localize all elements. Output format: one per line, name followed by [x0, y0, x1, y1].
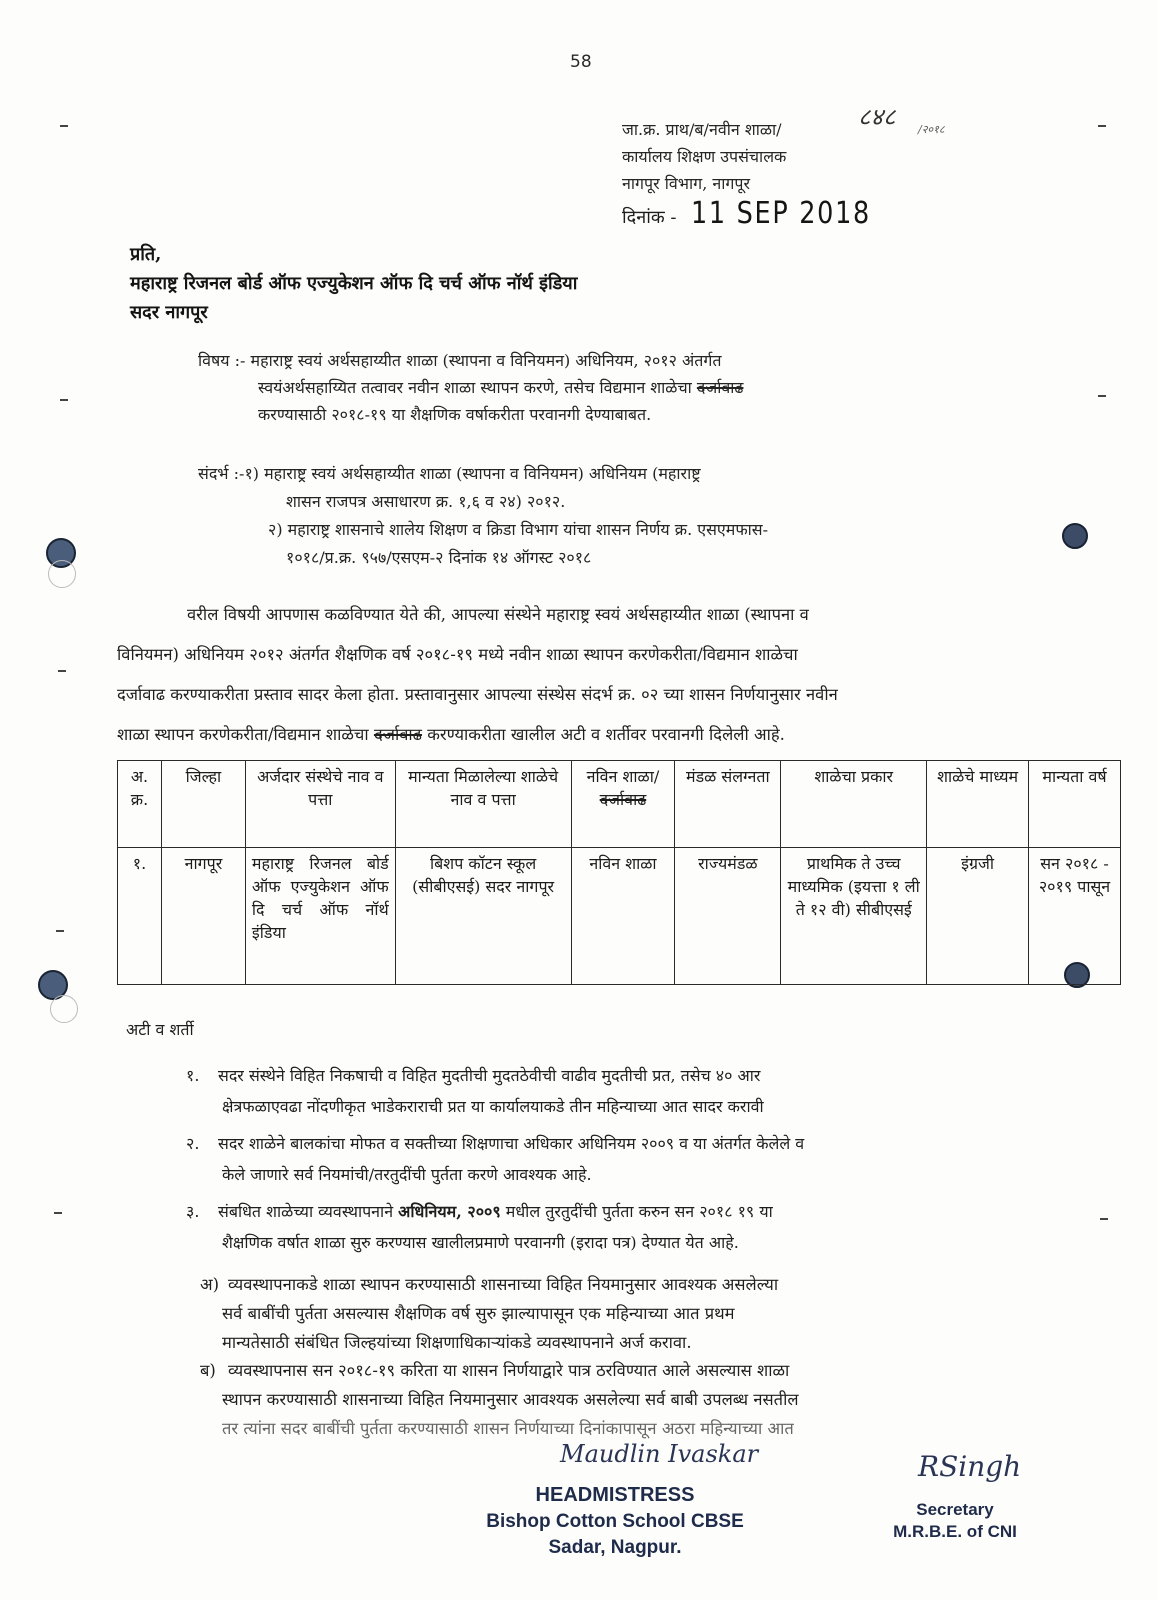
col-header-school-type: शाळेचा प्रकार: [781, 761, 927, 848]
subject-block: विषय :- महाराष्ट्र स्वयं अर्थसहाय्यीत शाळा (स्थापना व विनियमन) अधिनियम, २०१२ अंतर्गत स्वयंअर्थसहाय्यित तत्वावर नवीन शाळा स्थापन करणे, तसेच विद्यमान शाळेचा दर्जावाढ करण्यासाठी २०१८-१९ या शैक्षणिक वर्षाकरीता परवानगी देण्याबाबत.: [198, 351, 744, 424]
margin-mark: [56, 930, 64, 932]
headmistress-stamp: HEADMISTRESS Bishop Cotton School CBSE Sadar, Nagpur.: [486, 1484, 744, 1558]
cell-board: राज्यमंडळ: [675, 848, 781, 985]
margin-mark: [58, 670, 66, 672]
struck-text: दर्जावाढ: [373, 725, 422, 744]
table-header-row: [118, 761, 1121, 848]
headmistress-signature: Maudlin Ivaskar: [560, 1440, 759, 1468]
punch-hole: [1062, 523, 1088, 549]
secretary-signature: RSingh: [918, 1450, 1022, 1483]
cell-school-type: प्राथमिक ते उच्च माध्यमिक (इयत्ता १ ली ते १२ वी) सीबीएसई: [781, 848, 927, 985]
outward-year: /२०१८: [918, 123, 945, 136]
col-header-year: मान्यता वर्ष: [1029, 761, 1121, 848]
margin-mark: [1098, 395, 1106, 397]
condition-sub-item: ब) व्यवस्थापनास सन २०१८-१९ करिता या शासन निर्णयाद्वारे पात्र ठरविण्यात आले असल्यास शाळा स्थापन करण्यासाठी शासनाच्या विहित नियमानुसार आवश्यक असलेल्या सर्व बाबी उपलब्ध नसतील तर त्यांना सदर बाबींची पुर्तता करण्यासाठी शासन निर्णयाच्या दिनांकापासून अठरा महिन्याच्या आत: [200, 1361, 799, 1438]
permission-table: [117, 760, 1121, 985]
margin-mark: [54, 1212, 62, 1214]
margin-mark: [1098, 125, 1106, 127]
subject-label: विषय :-: [198, 351, 246, 370]
col-header-medium: शाळेचे माध्यम: [927, 761, 1029, 848]
col-header-board: मंडळ संलग्नता: [675, 761, 781, 848]
recipient-block: [130, 240, 577, 327]
punch-hole-shadow: [50, 995, 78, 1023]
secretary-stamp: Secretary M.R.B.E. of CNI: [893, 1500, 1017, 1541]
office-name: कार्यालय शिक्षण उपसंचालक: [622, 147, 787, 166]
margin-mark: [60, 399, 68, 401]
margin-mark: [1100, 1218, 1108, 1220]
struck-text: दर्जावाढ: [599, 790, 647, 809]
col-header-new-school: नविन शाळा/ दर्जावाढ: [571, 761, 675, 848]
references-block: संदर्भ :-१) महाराष्ट्र स्वयं अर्थसहाय्यीत शाळा (स्थापना व विनियमन) अधिनियम (महाराष्ट्र शासन राजपत्र असाधारण क्र. १,६ व २४) २०१२. २) महाराष्ट्र शासनाचे शालेय शिक्षण व क्रिडा विभाग यांचा शासन निर्णय क्र. एसएमफास- १०१८/प्र.क्र. ९५७/एसएम-२ दिनांक १४ ऑगस्ट २०१८: [198, 464, 769, 567]
struck-text: दर्जावाढ: [696, 378, 744, 397]
page-number: 58: [570, 52, 592, 72]
condition-item: १. सदर संस्थेने विहित निकषाची व विहित मुदतीची मुदतठेवीची वाढीव मुदतीची प्रत, तसेच ४० आर क्षेत्रफळाएवढा नोंदणीकृत भाडेकराराची प्रत या कार्यालयाकडे तीन महिन्याच्या आत सादर करावी: [186, 1066, 764, 1116]
condition-item: २. सदर शाळेने बालकांचा मोफत व सक्तीच्या शिक्षणाचा अधिकार अधिनियम २००९ व या अंतर्गत केलेले व केले जाणारे सर्व नियमांची/तरतुदींची पुर्तता करणे आवश्यक आहे.: [186, 1134, 805, 1184]
cell-medium: इंग्रजी: [927, 848, 1029, 985]
cell-applicant: महाराष्ट्र रिजनल बोर्ड ऑफ एज्युकेशन ऑफ दि चर्च ऑफ नॉर्थ इंडिया: [245, 848, 395, 985]
cell-school: बिशप कॉटन स्कूल (सीबीएसई) सदर नागपूर: [395, 848, 571, 985]
condition-item: ३. संबधित शाळेच्या व्यवस्थापनाने अधिनियम, २००९ मधील तुरतुदींची पुर्तता करुन सन २०१८ १९ या शैक्षणिक वर्षात शाळा सुरु करण्यास खालीलप्रमाणे परवानगी (इरादा पत्र) देण्यात येत आहे.: [186, 1202, 773, 1252]
outward-reference: जा.क्र. प्राथ/ब/नवीन शाळा/: [622, 120, 782, 139]
table-row: [118, 848, 1121, 985]
recipient-address: सदर नागपूर: [130, 302, 208, 323]
references-label: संदर्भ :-: [198, 464, 245, 483]
recipient-name: महाराष्ट्र रिजनल बोर्ड ऑफ एज्युकेशन ऑफ दि चर्च ऑफ नॉर्थ इंडिया: [130, 273, 578, 294]
office-address-block: [622, 116, 786, 197]
salutation: प्रति,: [130, 244, 162, 265]
conditions-title: अटी व शर्ती: [126, 1020, 194, 1039]
body-paragraph: वरील विषयी आपणास कळविण्यात येते की, आपल्या संस्थेने महाराष्ट्र स्वयं अर्थसहाय्यीत शाळा (स्थापना व विनियमन) अधिनियम २०१२ अंतर्गत शैक्षणिक वर्ष २०१८-१९ मध्ये नवीन शाळा स्थापन करणेकरीता/विद्यमान शाळेचा दर्जावाढ करण्याकरीता प्रस्ताव सादर केला होता. प्रस्तावानुसार आपल्या संस्थेस संदर्भ क्र. ०२ च्या शासन निर्णयानुसार नवीन शाळा स्थापन करणेकरीता/विद्यमान शाळेचा दर्जावाढ करण्याकरीता खालील अटी व शर्तीवर परवानगी दिलेली आहे.: [117, 605, 838, 744]
col-header-district: जिल्हा: [161, 761, 245, 848]
date-label: दिनांक -: [622, 207, 677, 228]
cell-district: नागपूर: [161, 848, 245, 985]
col-header-sr: अ. क्र.: [118, 761, 162, 848]
cell-sr: १.: [118, 848, 162, 985]
col-header-school: मान्यता मिळालेल्या शाळेचे नाव व पत्ता: [395, 761, 571, 848]
date-line: [622, 196, 902, 231]
cell-new-school: नविन शाळा: [571, 848, 675, 985]
margin-mark: [60, 125, 68, 127]
cell-year: सन २०१८ - २०१९ पासून: [1029, 848, 1121, 985]
office-division: नागपूर विभाग, नागपूर: [622, 174, 751, 193]
punch-hole-shadow: [48, 560, 76, 588]
condition-sub-item: अ) व्यवस्थापनाकडे शाळा स्थापन करण्यासाठी शासनाच्या विहित नियमानुसार आवश्यक असलेल्या सर्व बाबींची पुर्तता असल्यास शैक्षणिक वर्ष सुरु झाल्यापासून एक महिन्याच्या आत प्रथम मान्यतेसाठी संबंधित जिल्हयांच्या शिक्षणाधिकाऱ्यांकडे व्यवस्थापनाने अर्ज करावा.: [200, 1275, 779, 1352]
date-stamp: 11 SEP 2018: [690, 196, 871, 231]
col-header-applicant: अर्जदार संस्थेचे नाव व पत्ता: [245, 761, 395, 848]
outward-number-handwritten: ८४८: [858, 103, 896, 131]
